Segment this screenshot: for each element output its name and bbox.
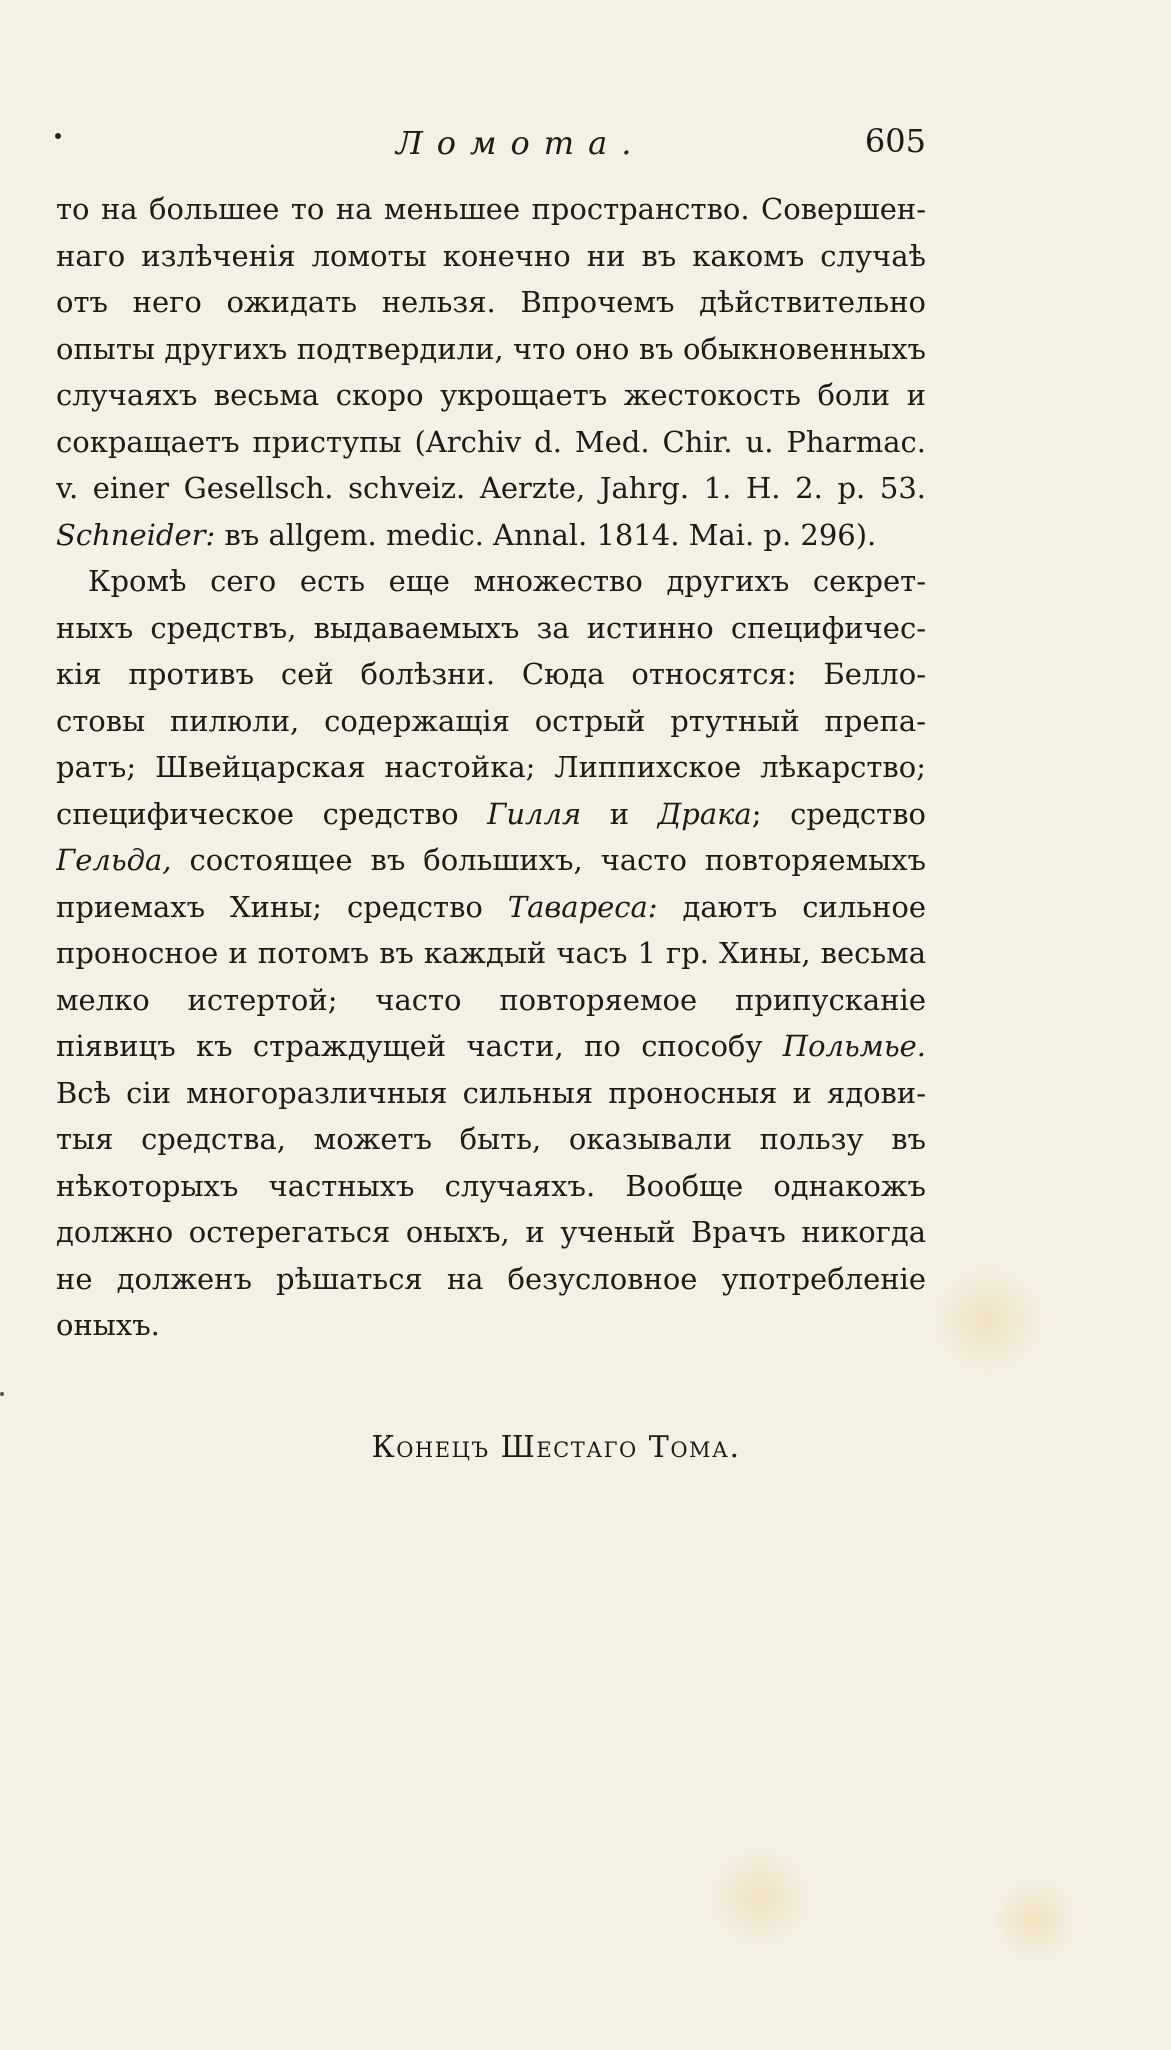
text-line bbox=[56, 884, 926, 931]
text-run: приемахъ Хины; средство bbox=[56, 889, 508, 924]
text-run: отъ него ожидать нельзя. Впрочемъ дѣйствительно bbox=[56, 285, 926, 319]
text-run: опыты другихъ подтвердили, что оно въ обыкновенныхъ bbox=[56, 331, 926, 366]
text-line bbox=[56, 605, 926, 652]
text-line bbox=[56, 326, 926, 373]
text-line bbox=[56, 1302, 926, 1349]
text-line bbox=[56, 791, 926, 838]
text-line bbox=[56, 233, 926, 280]
text-run: наго излѣченія ломоты конечно ни въ какомъ случаѣ bbox=[56, 238, 926, 273]
text-run: тыя средства, можетъ быть, оказывали пользу въ bbox=[56, 1122, 926, 1156]
text-line bbox=[56, 186, 926, 233]
ink-dot bbox=[0, 1392, 4, 1396]
text-run: то на большее то на меньшее пространство. Совершен- bbox=[56, 192, 926, 226]
text-line bbox=[56, 930, 926, 977]
text-run: піявицъ къ страждущей части, по способу bbox=[56, 1029, 783, 1063]
text-run: кія противъ сей болѣзни. Сюда относятся: Белло- bbox=[56, 657, 926, 691]
italic-name: Тавареса: bbox=[507, 889, 658, 924]
body-text bbox=[56, 186, 926, 1349]
italic-name: Польмье. bbox=[782, 1029, 926, 1063]
text-line bbox=[56, 1023, 926, 1070]
text-run: ; средство bbox=[751, 796, 926, 831]
paper-stain bbox=[990, 1880, 1080, 1960]
text-run: стовы пилюли, содержащія острый ртутный препа- bbox=[56, 703, 926, 738]
text-run: v. einer Gesellsch. schveiz. Aerzte, Jahrg. 1. H. 2. p. 53. bbox=[56, 471, 926, 505]
text-line bbox=[56, 465, 926, 512]
text-line bbox=[56, 837, 926, 884]
text-line bbox=[56, 419, 926, 466]
running-title: Ломота. bbox=[396, 124, 646, 162]
text-run: специфическое средство bbox=[56, 796, 488, 831]
text-line bbox=[56, 1116, 926, 1163]
text-run: Всѣ сіи многоразличныя сильныя проносныя и ядови- bbox=[56, 1075, 926, 1110]
text-line bbox=[56, 279, 926, 326]
text-run: сокращаетъ приступы (Archiv d. Med. Chir. u. Pharmac. bbox=[56, 424, 926, 459]
text-run: состоящее въ большихъ, часто повторяемыхъ bbox=[171, 843, 926, 877]
paragraph bbox=[56, 186, 926, 558]
page-header bbox=[56, 122, 926, 172]
text-line bbox=[56, 698, 926, 745]
italic-name: Гельда, bbox=[56, 843, 172, 877]
text-run: проносное и потомъ въ каждый часъ 1 гр. Хины, весьма bbox=[56, 936, 926, 970]
italic-name: Драка bbox=[657, 796, 752, 831]
text-run: Кромѣ сего есть еще множество другихъ секрет- bbox=[88, 564, 926, 598]
text-line bbox=[56, 558, 926, 605]
page-number: 605 bbox=[864, 122, 926, 160]
italic-name: Гилля bbox=[487, 796, 582, 831]
text-run: не долженъ рѣшаться на безусловное употребленіе bbox=[56, 1261, 926, 1296]
text-run: нѣкоторыхъ частныхъ случаяхъ. Вообще однакожъ bbox=[56, 1168, 926, 1203]
text-run: ныхъ средствъ, выдаваемыхъ за истинно специфичес- bbox=[56, 610, 926, 645]
text-run: оныхъ. bbox=[56, 1308, 160, 1342]
text-line bbox=[56, 977, 926, 1024]
paper-stain bbox=[705, 1850, 815, 1945]
text-line bbox=[56, 512, 926, 559]
text-run: и bbox=[581, 796, 658, 831]
paragraph bbox=[56, 558, 926, 1349]
text-run: даютъ сильное bbox=[657, 889, 926, 924]
text-run: въ allgem. medic. Annal. 1814. Mai. p. 296). bbox=[215, 517, 877, 552]
text-run: случаяхъ весьма скоро укрощаетъ жестокость боли и bbox=[56, 378, 926, 412]
text-line bbox=[56, 651, 926, 698]
text-line bbox=[56, 1209, 926, 1256]
text-line bbox=[56, 1070, 926, 1117]
paper-stain bbox=[930, 1265, 1045, 1375]
italic-name: Schneider: bbox=[56, 517, 216, 552]
text-run: мелко истертой; часто повторяемое припусканіе bbox=[56, 982, 926, 1017]
text-line bbox=[56, 1256, 926, 1303]
text-line bbox=[56, 744, 926, 791]
text-line bbox=[56, 1163, 926, 1210]
text-run: должно остерегаться оныхъ, и ученый Врачъ никогда bbox=[56, 1215, 926, 1249]
text-line bbox=[56, 372, 926, 419]
colophon: Конецъ Шестаго Тома. bbox=[371, 1430, 741, 1465]
text-run: ратъ; Швейцарская настойка; Липпихское лѣкарство; bbox=[56, 750, 926, 784]
